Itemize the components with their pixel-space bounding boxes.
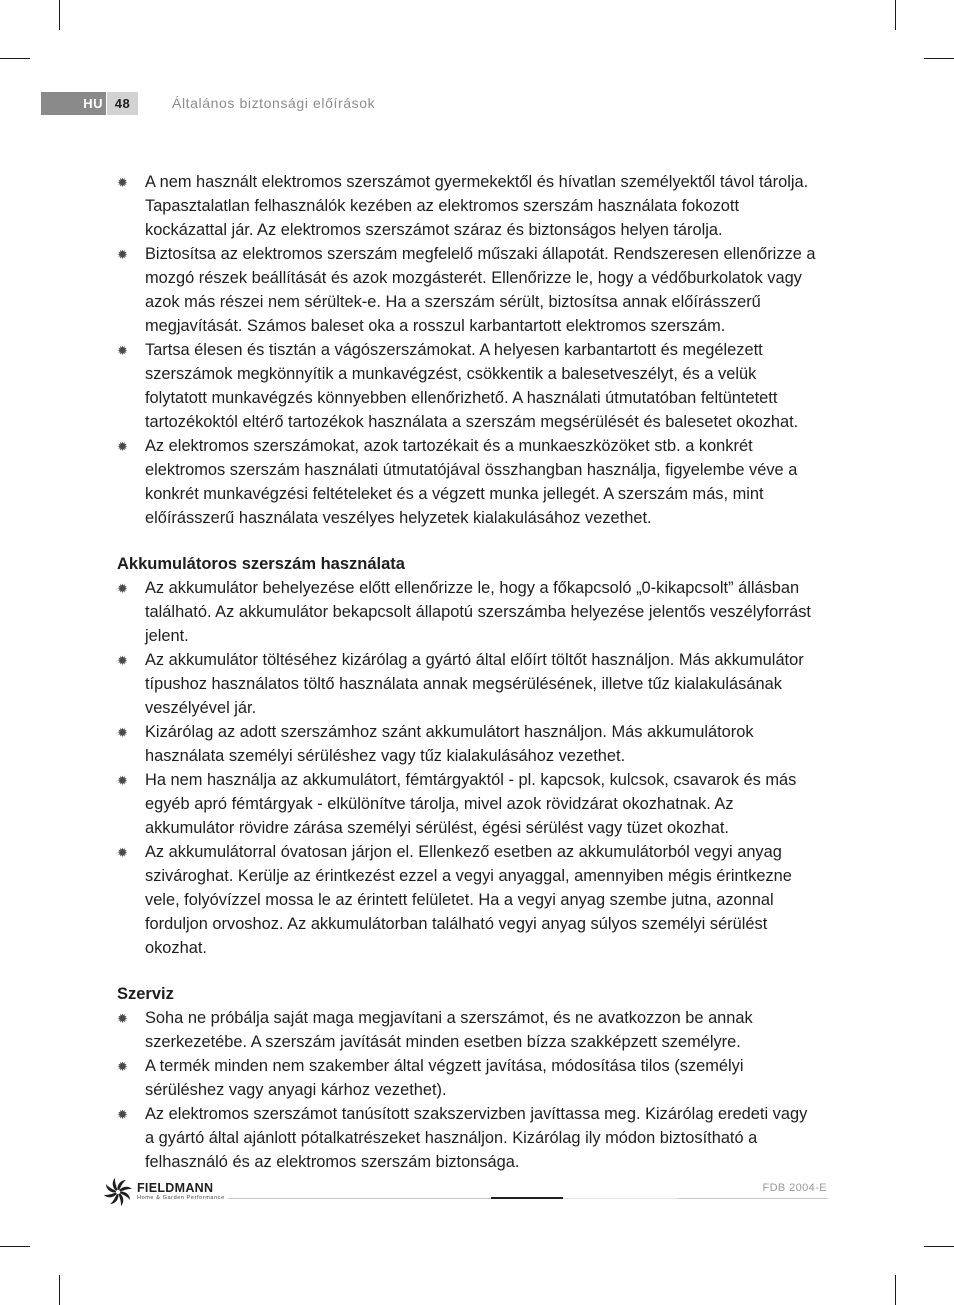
gear-bullet-icon: ✹: [117, 1107, 128, 1122]
gear-bullet-icon: ✹: [117, 581, 128, 596]
list-item: [117, 1006, 817, 1054]
crop-mark: [924, 58, 954, 59]
list-item-text: Az elektromos szerszámot tanúsított szakszervizben javíttassa meg. Kizárólag eredeti vagy a gyártó által ajánlott pótalkatrészeket használjon. Kizárólag ily módon biztosítható a felhasználó és az elektromos szerszám biztonsága.: [145, 1105, 808, 1171]
list-item: [117, 338, 817, 434]
model-number: FDB 2004-E: [762, 1182, 827, 1194]
gear-bullet-icon: ✹: [117, 773, 128, 788]
list-item-text: A termék minden nem szakember által végzett javítása, módosítása tilos (személyi sérüléshez vagy anyagi kárhoz vezethet).: [145, 1057, 744, 1099]
list-item: [117, 170, 817, 242]
intro-bullet-list: [117, 170, 817, 530]
crop-mark: [895, 1275, 896, 1305]
list-item: [117, 840, 817, 960]
brand-tagline: Home & Garden Performance: [137, 1195, 225, 1201]
gear-bullet-icon: ✹: [117, 1011, 128, 1026]
gear-bullet-icon: ✹: [117, 1059, 128, 1074]
footer-rule: [228, 1198, 828, 1199]
list-item-text: Az akkumulátor behelyezése előtt ellenőrizze le, hogy a főkapcsoló „0-kikapcsolt” állásban található. Az akkumulátor bekapcsolt állapotú szerszámba helyezése jelentős veszélyforrást jelent.: [145, 579, 811, 645]
brand-logo: [103, 1178, 225, 1206]
list-item: [117, 1054, 817, 1102]
list-item-text: A nem használt elektromos szerszámot gyermekektől és hívatlan személyektől távol tárolja. Tapasztalatlan felhasználók kezében az elektromos szerszám használata fokozott kockázattal jár. Az elektromos szerszámot száraz és biztonságos helyen tárolja.: [145, 173, 809, 239]
language-badge: [41, 92, 106, 115]
gear-bullet-icon: ✹: [117, 653, 128, 668]
list-item: [117, 1102, 817, 1174]
crop-mark: [59, 0, 60, 30]
list-item: [117, 434, 817, 530]
gear-bullet-icon: ✹: [117, 439, 128, 454]
list-item: [117, 768, 817, 840]
list-item-text: Kizárólag az adott szerszámhoz szánt akkumulátort használjon. Más akkumulátorok használata személyi sérüléshez vagy tűz kialakulásához vezethet.: [145, 723, 754, 765]
gear-bullet-icon: ✹: [117, 845, 128, 860]
akku-heading: Akkumulátoros szerszám használata: [117, 555, 405, 573]
akku-bullet-list: [117, 576, 817, 960]
logo-text: [137, 1182, 225, 1202]
crop-mark: [895, 0, 896, 30]
crop-mark: [59, 1275, 60, 1305]
list-item-text: Az akkumulátor töltéséhez kizárólag a gyártó által előírt töltőt használjon. Más akkumulátor típushoz használatos töltő használata annak megsérülésének, illetve tűz kialakulásának veszélyével jár.: [145, 651, 804, 717]
list-item-text: Biztosítsa az elektromos szerszám megfelelő műszaki állapotát. Rendszeresen ellenőrizze a mozgó részek beállítását és azok mozgásterét. Ellenőrizze le, hogy a védőburkolatok vagy azok más részei nem sérültek-e. Ha a szerszám sérült, biztosítsa annak előírásszerű megjavítását. Számos baleset oka a rosszul karbantartott elektromos szerszám.: [145, 245, 816, 335]
gear-bullet-icon: ✹: [117, 175, 128, 190]
list-item: [117, 648, 817, 720]
list-item: [117, 242, 817, 338]
list-item: [117, 576, 817, 648]
list-item-text: Tartsa élesen és tisztán a vágószerszámokat. A helyesen karbantartott és megélezett szerszámok megkönnyítik a munkavégzést, csökkentik a balesetveszélyt, és a velük folytatott munkavégzés könnyebben ellenőrizhető. A használati útmutatóban feltüntetett tartozékoktól eltérő tartozékok használata a szerszám megsérülését és balesetet okozhat.: [145, 341, 799, 431]
crop-mark: [924, 1246, 954, 1247]
list-item-text: Soha ne próbálja saját maga megjavítani a szerszámot, és ne avatkozzon be annak szerkezetébe. A szerszám javítását minden esetben bízza szakképzett személyre.: [145, 1009, 753, 1051]
list-item-text: Az akkumulátorral óvatosan járjon el. Ellenkező esetben az akkumulátorból vegyi anyag szivároghat. Kerülje az érintkezést ezzel a vegyi anyaggal, amennyiben mégis érintkezne vele, folyóvízzel mossa le az érintett felületet. Ha a vegyi anyag szembe jutna, azonnal forduljon orvoshoz. Az akkumulátorban található vegyi anyag súlyos személyi sérülést okozhat.: [145, 843, 792, 957]
szerviz-heading: Szerviz: [117, 985, 174, 1003]
brand-name: FIELDMANN: [137, 1181, 214, 1195]
list-item: [117, 720, 817, 768]
page-number: 48: [114, 96, 131, 111]
list-item-text: Ha nem használja az akkumulátort, fémtárgyaktól - pl. kapcsok, kulcsok, csavarok és más egyéb apró fémtárgyak - elkülönítve tárolja, mivel azok rövidzárat okozhatnak. Az akkumulátor rövidre zárása személyi sérülést, égési sérülést vagy tüzet okozhat.: [145, 771, 797, 837]
szerviz-bullet-list: [117, 1006, 817, 1174]
section-title: Általános biztonsági előírások: [172, 95, 376, 111]
page-number-badge: [107, 92, 138, 115]
gear-bullet-icon: ✹: [117, 725, 128, 740]
gear-bullet-icon: ✹: [117, 343, 128, 358]
crop-mark: [0, 1246, 30, 1247]
fan-logo-icon: [103, 1178, 133, 1206]
main-content: [117, 170, 817, 1174]
list-item-text: Az elektromos szerszámokat, azok tartozékait és a munkaeszközöket stb. a konkrét elektromos szerszám használati útmutatójával összhangban használja, figyelembe véve a konkrét munkavégzési feltételeket és a végzett munka jellegét. A szerszám más, mint előírásszerű használata veszélyes helyzetek kialakulásához vezethet.: [145, 437, 798, 527]
gear-bullet-icon: ✹: [117, 247, 128, 262]
language-code: HU: [83, 96, 103, 111]
crop-mark: [0, 58, 30, 59]
